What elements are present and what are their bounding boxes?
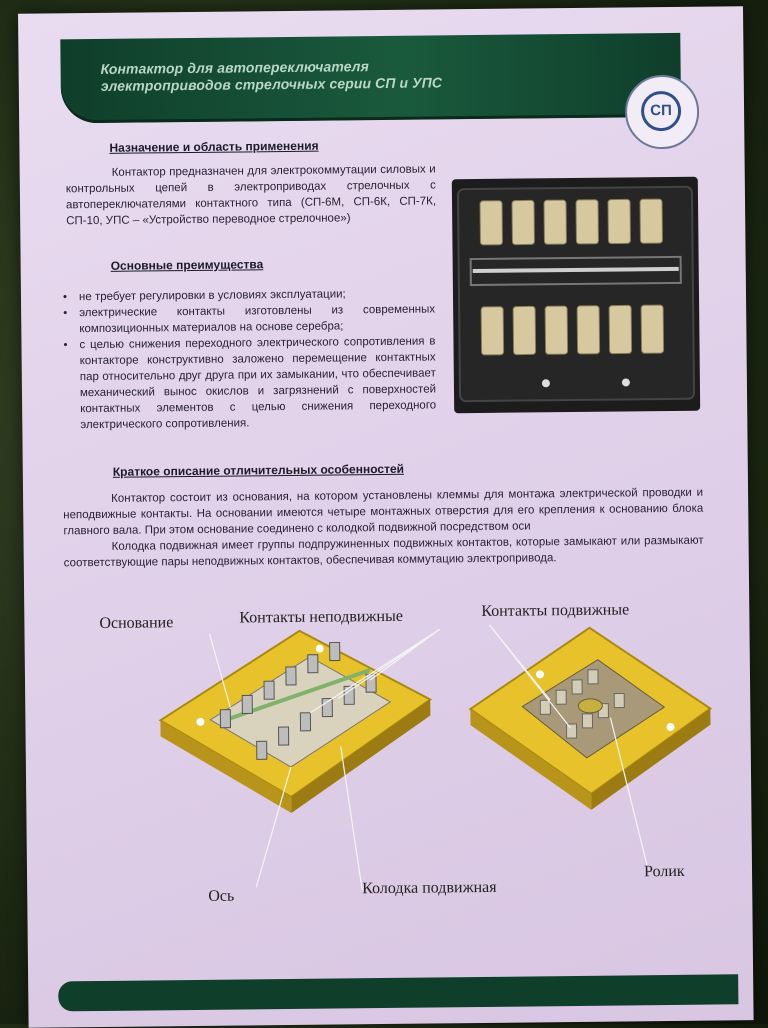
bullet-icon: •: [63, 307, 68, 320]
purpose-text: Контактор предназначен для электрокоммутации силовых и контрольных цепей в электроприводах стрелочных с автопереключателями контактного типа (СП-6М, СП-6К, СП-7К, СП-10, УПС – «Устройство переводное стрелочное»): [65, 163, 437, 228]
label-fixed-contacts: Контакты неподвижные: [239, 607, 403, 627]
advantages-list: [59, 285, 436, 433]
document-page: [18, 6, 754, 1028]
advantage-text: с целью снижения переходного электрического сопротивления в контакторе конструктивно заложено перемещение контактных пар относительно друг друга при их замыкании, что обеспечивает механический вынос окислов и загрязнений с поверхностей контактных элементов с целью снижения переходного электрического сопротивления.: [79, 335, 437, 432]
label-axis: Ось: [208, 887, 235, 905]
bullet-icon: •: [63, 339, 68, 352]
list-item: [59, 301, 435, 337]
label-moving-contacts: Контакты подвижные: [481, 601, 630, 620]
contactor-photo: [452, 177, 700, 414]
advantage-text: электрические контакты изготовлены из современных композиционных материалов на основе серебра;: [79, 303, 436, 336]
label-roller: Ролик: [643, 862, 685, 881]
label-moving-block: Колодка подвижная: [362, 878, 497, 898]
contactor-illustration: [69, 586, 732, 913]
page-title: [101, 56, 541, 95]
header-bar: [60, 33, 681, 123]
company-logo: [625, 75, 700, 150]
purpose-heading: Назначение и область применения: [109, 138, 319, 155]
bullet-icon: •: [62, 291, 68, 304]
logo-monogram: СП: [641, 91, 681, 131]
title-line-1: Контактор для автопереключателя: [100, 58, 369, 77]
label-base: Основание: [99, 614, 174, 632]
base-drawing: [160, 630, 432, 815]
advantages-heading: Основные преимущества: [110, 257, 264, 273]
title-line-2: электроприводов стрелочных серии СП и УПС: [100, 74, 443, 94]
description-paragraph-2: Колодка подвижная имеет группы подпружиненных подвижных контактов, которые замыкают или размыкают соответствующие пары неподвижных контактов, обеспечивая коммутацию электропривода.: [63, 534, 704, 570]
list-item: [59, 333, 436, 433]
moving-block-drawing: [469, 627, 711, 812]
description-paragraph-1: Контактор состоит из основания, на котором установлены клеммы для монтажа электрической проводки и неподвижные контакты. На основании имеются четыре монтажных отверстия для его крепления к основанию блока главного вала. При этом основание соединено с колодкой подвижной посредством оси: [63, 486, 704, 538]
description-heading: Краткое описание отличительных особенностей: [112, 461, 405, 479]
footer-bar: [58, 974, 738, 1011]
advantage-text: не требует регулировки в условиях эксплуатации;: [78, 288, 346, 304]
